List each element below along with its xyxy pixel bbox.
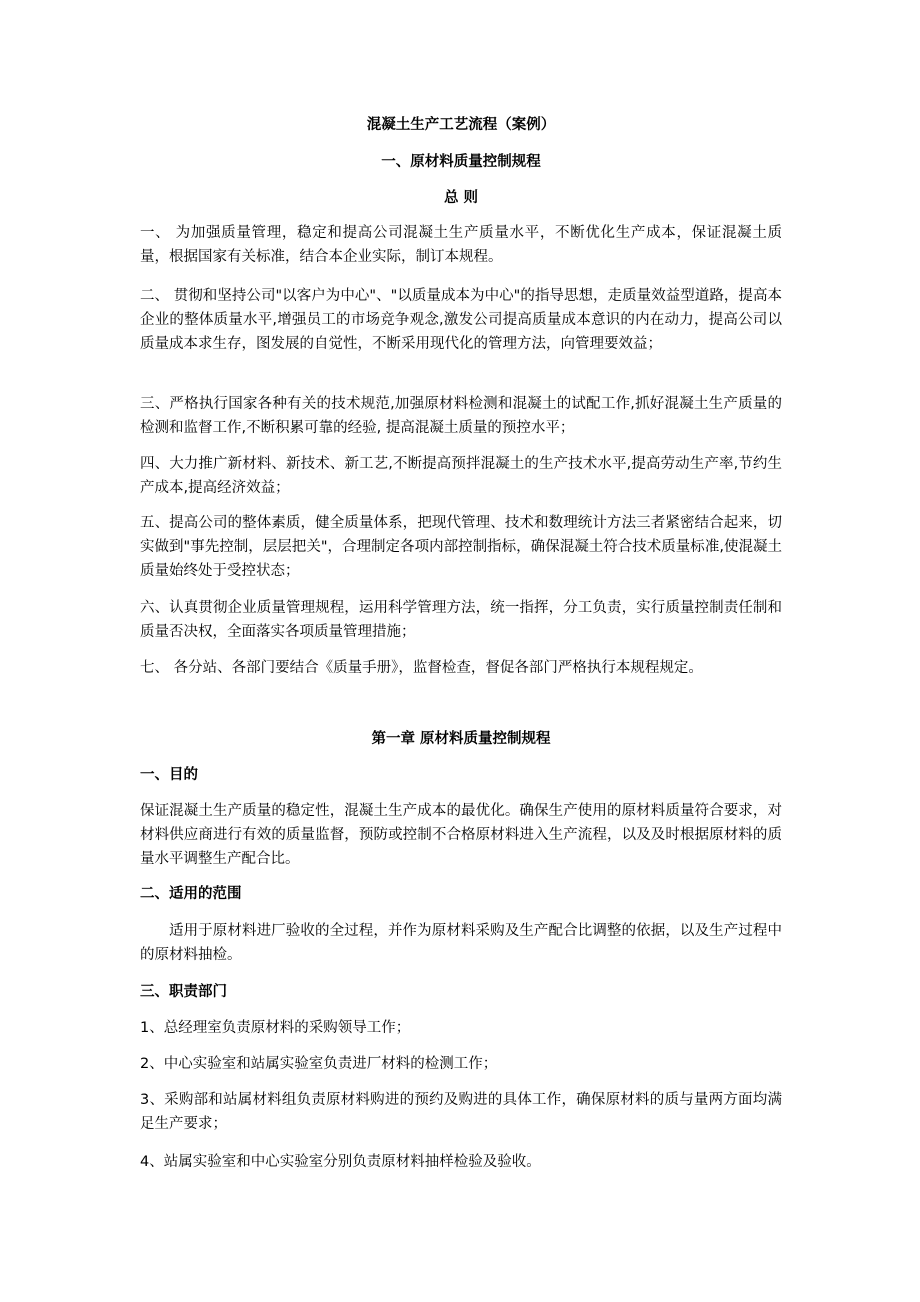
scope-heading: 二、适用的范围 [140, 886, 242, 902]
general-item-2: 二、 贯彻和坚持公司"以客户为中心"、"以质量成本为中心"的指导思想，走质量效益型道路，提高本企业的整体质量水平,增强员工的市场竞争观念,激发公司提高质量成本意识的内在动力，提高公司以质量成本求生存，图发展的自觉性，不断采用现代化的管理方法，向管理要效益； [140, 288, 782, 352]
general-item-6: 六、认真贯彻企业质量管理规程，运用科学管理方法，统一指挥，分工负责，实行质量控制责任制和质量否决权，全面落实各项质量管理措施； [140, 600, 782, 640]
general-item-7: 七、 各分站、各部门要结合《质量手册》，监督检查，督促各部门严格执行本规程规定。 [140, 660, 703, 676]
duty-item-1: 1、总经理室负责原材料的采购领导工作； [140, 1020, 411, 1036]
purpose-text: 保证混凝土生产质量的稳定性，混凝土生产成本的最优化。确保生产使用的原材料质量符合要求，对材料供应商进行有效的质量监督，预防或控制不合格原材料进入生产流程，以及及时根据原材料的质量水平调整生产配合比。 [140, 803, 782, 867]
duty-heading: 三、职责部门 [140, 984, 227, 1000]
chapter-title: 第一章 原材料质量控制规程 [371, 731, 551, 747]
general-item-5: 五、提高公司的整体素质，健全质量体系，把现代管理、技术和数理统计方法三者紧密结合起来，切实做到"事先控制，层层把关"，合理制定各项内部控制指标，确保混凝土符合技术质量标准,使混凝土质量始终处于受控状态； [140, 515, 782, 579]
document-subtitle: 一、原材料质量控制规程 [381, 154, 541, 170]
duty-item-3: 3、采购部和站属材料组负责原材料购进的预约及购进的具体工作，确保原材料的质与量两方面均满足生产要求； [140, 1092, 782, 1132]
general-item-3: 三、严格执行国家各种有关的技术规范,加强原材料检测和混凝土的试配工作,抓好混凝土生产质量的检测和监督工作,不断积累可靠的经验, 提高混凝土质量的预控水平； [140, 396, 782, 436]
duty-item-4: 4、站属实验室和中心实验室分别负责原材料抽样检验及验收。 [140, 1154, 541, 1170]
general-heading: 总 则 [443, 190, 479, 206]
purpose-heading: 一、目的 [140, 767, 198, 783]
scope-text: 适用于原材料进厂验收的全过程，并作为原材料采购及生产配合比调整的依据，以及生产过程中的原材料抽检。 [140, 923, 782, 963]
duty-item-2: 2、中心实验室和站属实验室负责进厂材料的检测工作； [140, 1056, 498, 1072]
general-item-4: 四、大力推广新材料、新技术、新工艺,不断提高预拌混凝土的生产技术水平,提高劳动生产率,节约生产成本,提高经济效益； [140, 456, 782, 496]
general-item-1: 一、 为加强质量管理，稳定和提高公司混凝土生产质量水平，不断优化生产成本，保证混凝土质量，根据国家有关标准，结合本企业实际，制订本规程。 [140, 225, 782, 265]
document-title: 混凝土生产工艺流程（案例） [366, 117, 556, 133]
